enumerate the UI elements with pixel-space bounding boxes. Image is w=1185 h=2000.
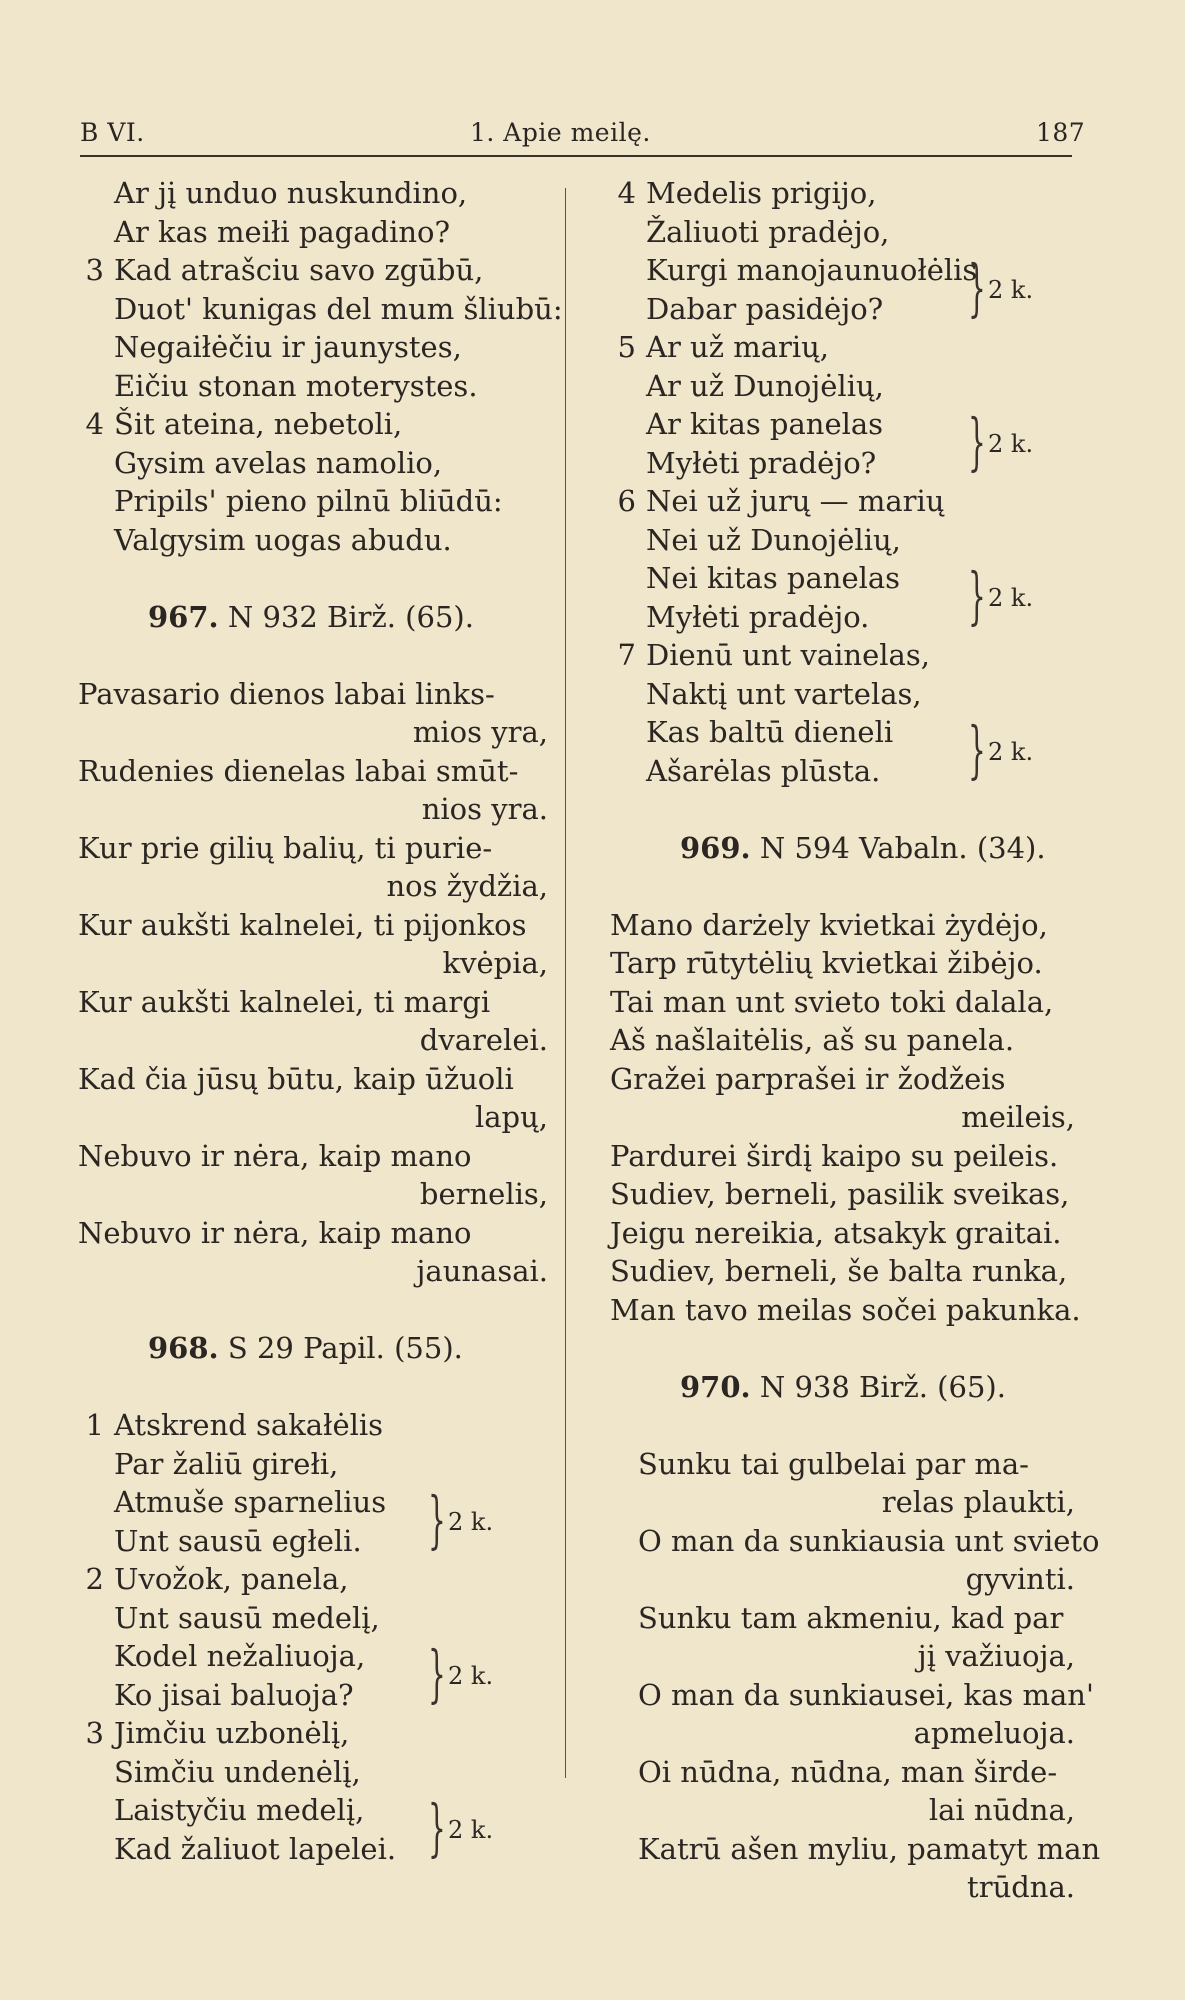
verse-text: Myłėti pradėjo. bbox=[646, 599, 870, 634]
brace-icon: } bbox=[968, 251, 986, 324]
right-column bbox=[610, 174, 1101, 1907]
poem-line bbox=[610, 906, 1075, 945]
verse-text: Dabar pasidėjo? bbox=[646, 291, 884, 326]
poem-text: Pardurei širdį kaipo su peileis. bbox=[610, 1138, 1059, 1173]
entry-label bbox=[148, 598, 474, 637]
repeat-mark: 2 k. bbox=[988, 584, 1034, 612]
poem-text: Mano darżely kvietkai żydėjo, bbox=[610, 907, 1048, 942]
repeat-mark: 2 k. bbox=[988, 738, 1034, 766]
entry-heading bbox=[610, 1368, 1075, 1407]
verse-line bbox=[78, 1830, 548, 1869]
verse-line bbox=[610, 328, 1075, 367]
left-column bbox=[78, 174, 563, 1868]
poem-text: mios yra, bbox=[412, 715, 548, 749]
verse-text: Medelis prigijo, bbox=[646, 176, 877, 210]
poem-text: Jeigu nereikia, atsakyk graitai. bbox=[610, 1215, 1062, 1250]
verse-text: Ašarėlas plūsta. bbox=[646, 753, 881, 788]
header-section: B VI. bbox=[80, 118, 145, 147]
entry-source: S 29 Papil. (55). bbox=[218, 1331, 463, 1365]
verse-text: Kodel nežaliuoja, bbox=[114, 1639, 366, 1673]
stanza-number: 3 bbox=[85, 253, 104, 287]
poem-text: Oi nūdna, nūdna, man širde- bbox=[638, 1754, 1058, 1789]
poem-text: relas plaukti, bbox=[881, 1485, 1075, 1519]
poem-line bbox=[610, 944, 1075, 983]
verse-line bbox=[610, 482, 1075, 521]
entry-heading bbox=[78, 598, 548, 637]
poem-text: O man da sunkiausia unt svieto bbox=[638, 1523, 1100, 1558]
poem-line-continuation bbox=[78, 867, 548, 906]
stanza-number: 5 bbox=[617, 330, 636, 364]
stanza-number: 7 bbox=[617, 638, 636, 672]
repeat-mark: 2 k. bbox=[988, 276, 1034, 304]
verse-text: Žaliuoti pradėjo, bbox=[646, 214, 890, 249]
poem-text: Nebuvo ir nėra, kaip mano bbox=[78, 1138, 472, 1173]
poem-line-continuation bbox=[610, 1483, 1075, 1522]
poem-text: Sudiev, berneli, še balta runka, bbox=[610, 1254, 1068, 1288]
poem-text: Rudenies dienelas labai smūt- bbox=[78, 753, 519, 788]
poem-text: lapų, bbox=[474, 1100, 548, 1134]
verse-text: Nei už jurų — marių bbox=[646, 484, 945, 518]
verse-line bbox=[78, 444, 548, 483]
verse-line bbox=[78, 367, 548, 406]
verse-line bbox=[78, 1522, 548, 1561]
verse-text: Ar kas meiłi pagadino? bbox=[114, 214, 451, 249]
poem-text: Kur aukšti kalnelei, ti pijonkos bbox=[78, 907, 527, 942]
verse-line bbox=[78, 290, 563, 329]
poem-line-continuation bbox=[610, 1637, 1075, 1676]
entry-label bbox=[680, 829, 1046, 868]
brace-icon: } bbox=[428, 1637, 446, 1710]
brace-icon: } bbox=[968, 559, 986, 632]
poem-line bbox=[610, 1445, 1075, 1484]
entry-number: 970. bbox=[680, 1369, 751, 1404]
entry-heading bbox=[610, 829, 1075, 868]
poem-text: nios yra. bbox=[421, 792, 548, 826]
repeat-mark: 2 k. bbox=[448, 1508, 494, 1536]
entry-source: N 594 Vabaln. (34). bbox=[750, 830, 1046, 865]
stanza-number: 4 bbox=[617, 176, 636, 210]
verse-text: Laistyčiu medelį, bbox=[114, 1793, 365, 1827]
poem-line bbox=[610, 983, 1075, 1022]
poem-line bbox=[78, 1214, 548, 1253]
verse-line bbox=[78, 521, 548, 560]
entry-source: N 932 Birž. (65). bbox=[218, 599, 474, 634]
page-number: 187 bbox=[1036, 118, 1086, 147]
poem-line bbox=[610, 1522, 1100, 1561]
poem-text: Kur prie gilių balių, ti purie- bbox=[78, 830, 493, 865]
brace-icon: } bbox=[428, 1791, 446, 1864]
entry-label bbox=[680, 1368, 1006, 1407]
repeat-mark: 2 k. bbox=[448, 1662, 494, 1690]
poem-line bbox=[78, 829, 548, 868]
spacer bbox=[610, 1329, 1075, 1368]
verse-text: Kurgi manojaunuołėlis bbox=[646, 253, 978, 287]
verse-line bbox=[610, 521, 1075, 560]
verse-text: Naktį unt vartelas, bbox=[646, 676, 922, 711]
verse-line bbox=[78, 174, 548, 213]
brace-icon: } bbox=[968, 405, 986, 478]
verse-text: Unt sausū egłeli. bbox=[114, 1523, 362, 1558]
verse-text: Ar kitas panelas bbox=[646, 407, 884, 441]
stanza-number: 2 bbox=[85, 1562, 104, 1596]
repeat-mark: 2 k. bbox=[448, 1816, 494, 1844]
poem-line bbox=[610, 1830, 1101, 1869]
entry-number: 968. bbox=[148, 1331, 219, 1365]
poem-line-continuation bbox=[610, 1560, 1075, 1599]
spacer bbox=[610, 790, 1075, 829]
poem-line-continuation bbox=[610, 1791, 1075, 1830]
poem-line-continuation bbox=[78, 1175, 548, 1214]
verse-text: Kad atrašciu savo zgūbū, bbox=[114, 253, 484, 287]
poem-text: meileis, bbox=[961, 1100, 1075, 1134]
verse-line bbox=[78, 405, 548, 444]
verse-text: Kas baltū dieneli bbox=[646, 715, 894, 749]
poem-line bbox=[610, 1252, 1075, 1291]
poem-text: O man da sunkiausei, kas man' bbox=[638, 1677, 1094, 1712]
poem-line-continuation bbox=[78, 790, 548, 829]
verse-text: Uvožok, panela, bbox=[114, 1562, 349, 1596]
poem-text: Sunku tam akmeniu, kad par bbox=[638, 1600, 1064, 1635]
header-rule bbox=[80, 155, 1072, 157]
verse-line bbox=[610, 290, 1075, 329]
column-divider bbox=[565, 188, 566, 1778]
verse-text: Kad žaliuot lapelei. bbox=[114, 1831, 397, 1866]
poem-line bbox=[78, 752, 548, 791]
poem-text: apmeluoja. bbox=[913, 1716, 1075, 1750]
verse-line bbox=[610, 174, 1075, 213]
verse-line bbox=[78, 1714, 548, 1753]
poem-line bbox=[78, 906, 548, 945]
spacer bbox=[78, 1291, 548, 1330]
stanza-number: 4 bbox=[85, 407, 104, 441]
brace-icon: } bbox=[968, 713, 986, 786]
verse-line bbox=[78, 251, 548, 290]
poem-line bbox=[610, 1291, 1081, 1330]
verse-text: Negaiłėčiu ir jaunystes, bbox=[114, 330, 462, 364]
poem-text: Kur aukšti kalnelei, ti margi bbox=[78, 984, 491, 1019]
poem-line-continuation bbox=[78, 1021, 548, 1060]
poem-text: lai nūdna, bbox=[928, 1793, 1075, 1827]
verse-text: Jimčiu uzbonėlį, bbox=[114, 1716, 350, 1750]
verse-text: Gysim avelas namolio, bbox=[114, 445, 443, 480]
poem-line-continuation bbox=[610, 1868, 1075, 1907]
poem-line bbox=[78, 675, 548, 714]
poem-text: Gražei parprašei ir žodžeis bbox=[610, 1061, 1006, 1096]
poem-text: dvarelei. bbox=[419, 1023, 548, 1057]
verse-text: Pripils' pieno pilnū bliūdū: bbox=[114, 484, 503, 518]
poem-line bbox=[610, 1599, 1075, 1638]
poem-line bbox=[610, 1060, 1075, 1099]
verse-line bbox=[78, 1445, 548, 1484]
poem-line-continuation bbox=[78, 1098, 548, 1137]
poem-line bbox=[78, 1060, 548, 1099]
verse-text: Nei kitas panelas bbox=[646, 561, 901, 595]
spacer bbox=[610, 867, 1075, 906]
stanza-number: 6 bbox=[617, 484, 636, 518]
poem-text: Kad čia jūsų būtu, kaip ūžuoli bbox=[78, 1061, 514, 1096]
poem-line bbox=[610, 1214, 1075, 1253]
poem-line bbox=[610, 1753, 1075, 1792]
verse-text: Dienū unt vainelas, bbox=[646, 638, 930, 672]
verse-line bbox=[78, 1599, 548, 1638]
verse-line bbox=[610, 598, 1075, 637]
verse-text: Ko jisai baluoja? bbox=[114, 1677, 354, 1712]
poem-line-continuation bbox=[610, 1098, 1075, 1137]
verse-text: Nei už Dunojėlių, bbox=[646, 522, 901, 557]
poem-text: kvėpia, bbox=[442, 946, 548, 980]
header-title: 1. Apie meilę. bbox=[470, 118, 651, 147]
verse-line bbox=[610, 636, 1075, 675]
verse-text: Par žaliū girełi, bbox=[114, 1446, 339, 1481]
verse-text: Unt sausū medelį, bbox=[114, 1600, 380, 1635]
verse-line bbox=[610, 444, 1075, 483]
spacer bbox=[78, 636, 548, 675]
poem-text: Sudiev, berneli, pasilik sveikas, bbox=[610, 1177, 1070, 1211]
verse-line bbox=[78, 1406, 548, 1445]
verse-text: Ar už marių, bbox=[646, 330, 830, 364]
poem-line-continuation bbox=[78, 944, 548, 983]
verse-text: Atskrend sakałėlis bbox=[114, 1408, 384, 1442]
verse-line bbox=[78, 328, 548, 367]
brace-icon: } bbox=[428, 1483, 446, 1556]
entry-number: 969. bbox=[680, 830, 751, 865]
verse-line bbox=[610, 367, 1075, 406]
verse-line bbox=[78, 213, 548, 252]
poem-text: Man tavo meilas sočei pakunka. bbox=[610, 1292, 1081, 1327]
verse-text: Ar už Dunojėlių, bbox=[646, 368, 884, 403]
poem-text: Pavasario dienos labai links- bbox=[78, 676, 495, 711]
poem-line bbox=[610, 1137, 1075, 1176]
poem-line bbox=[610, 1175, 1075, 1214]
verse-text: Simčiu undenėlį, bbox=[114, 1754, 361, 1789]
verse-line bbox=[610, 675, 1075, 714]
poem-line bbox=[78, 983, 548, 1022]
poem-text: bernelis, bbox=[419, 1177, 548, 1211]
poem-line-continuation bbox=[78, 713, 548, 752]
verse-line bbox=[78, 1753, 548, 1792]
verse-text: Myłėti pradėjo? bbox=[646, 445, 877, 480]
verse-text: Ar jį unduo nuskundino, bbox=[114, 176, 468, 210]
entry-label bbox=[148, 1329, 463, 1368]
poem-text: Nebuvo ir nėra, kaip mano bbox=[78, 1215, 472, 1250]
spacer bbox=[78, 559, 548, 598]
verse-line bbox=[78, 1560, 548, 1599]
stanza-number: 3 bbox=[85, 1716, 104, 1750]
repeat-mark: 2 k. bbox=[988, 430, 1034, 458]
poem-text: nos žydžia, bbox=[386, 869, 548, 903]
entry-source: N 938 Birž. (65). bbox=[750, 1369, 1006, 1404]
entry-number: 967. bbox=[148, 599, 219, 634]
poem-text: Tai man unt svieto toki dalala, bbox=[610, 984, 1054, 1019]
verse-text: Duot' kunigas del mum šliubū: bbox=[114, 291, 563, 326]
spacer bbox=[78, 1368, 548, 1407]
spacer bbox=[610, 1406, 1075, 1445]
poem-line bbox=[78, 1137, 548, 1176]
poem-text: gyvinti. bbox=[965, 1562, 1075, 1596]
verse-line bbox=[78, 1676, 548, 1715]
verse-line bbox=[610, 213, 1075, 252]
poem-line-continuation bbox=[610, 1714, 1075, 1753]
poem-text: Aš našlaitėlis, aš su panela. bbox=[610, 1023, 1015, 1057]
stanza-number: 1 bbox=[85, 1408, 104, 1442]
poem-text: trūdna. bbox=[967, 1870, 1075, 1904]
poem-line bbox=[610, 1021, 1075, 1060]
poem-text: jį važiuoja, bbox=[917, 1639, 1075, 1673]
verse-line bbox=[610, 752, 1075, 791]
poem-text: Katrū ašen myliu, pamatyt man bbox=[638, 1831, 1101, 1866]
verse-text: Eičiu stonan moterystes. bbox=[114, 368, 478, 403]
poem-line-continuation bbox=[78, 1252, 548, 1291]
verse-text: Šit ateina, nebetoli, bbox=[114, 407, 403, 441]
verse-line bbox=[78, 482, 548, 521]
verse-text: Atmuše sparnelius bbox=[114, 1485, 387, 1519]
poem-text: Sunku tai gulbelai par ma- bbox=[638, 1446, 1029, 1481]
poem-line bbox=[610, 1676, 1094, 1715]
poem-text: jaunasai. bbox=[416, 1254, 548, 1288]
poem-text: Tarp rūtytėlių kvietkai žibėjo. bbox=[610, 946, 1043, 980]
entry-heading bbox=[78, 1329, 548, 1368]
verse-text: Valgysim uogas abudu. bbox=[114, 522, 452, 557]
